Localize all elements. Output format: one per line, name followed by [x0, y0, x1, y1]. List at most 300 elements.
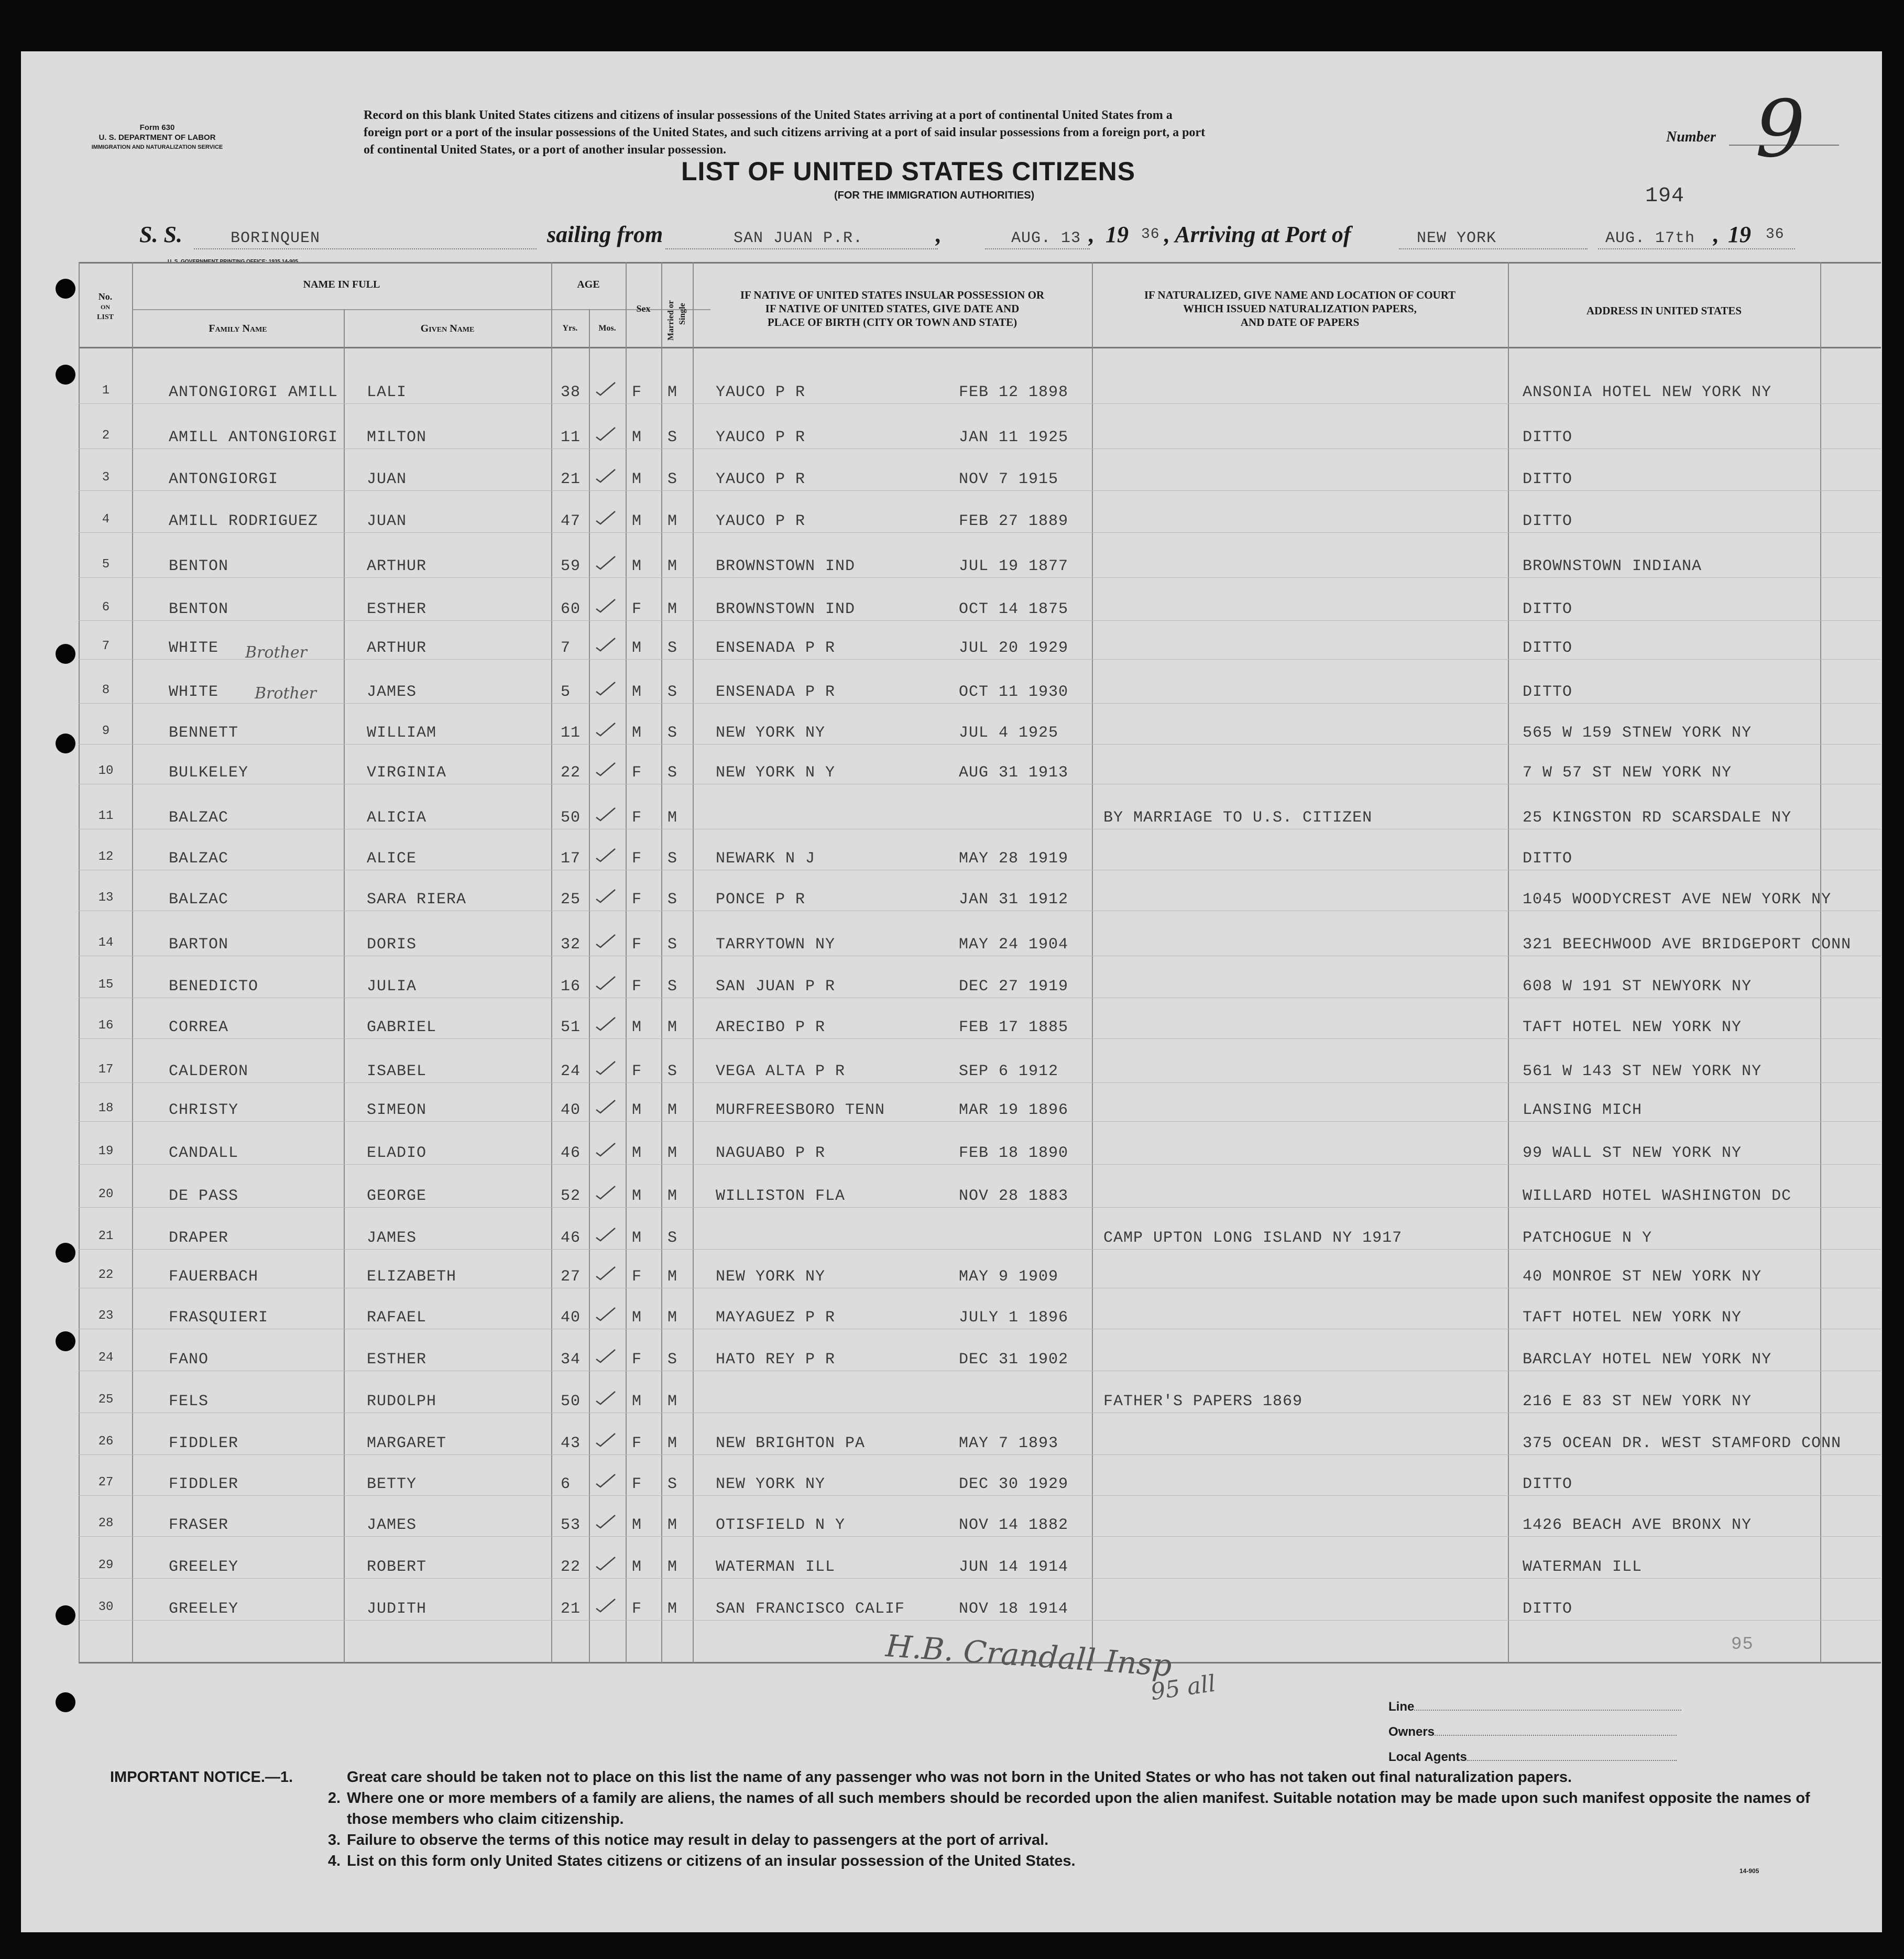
from-date-underline: [985, 248, 1090, 249]
cell-family: GREELEY: [169, 1558, 239, 1576]
cell-ms: M: [668, 1309, 678, 1327]
cell-no: 22: [98, 1268, 114, 1282]
check-mark-icon: [594, 1227, 617, 1243]
col-divider: [344, 309, 345, 1663]
cell-age: 7: [561, 639, 571, 657]
header-given-name: Given Name: [420, 323, 475, 334]
row-rule: [79, 659, 1881, 660]
notice-item: Where one or more members of a family are aliens, the names of all such members should be recorded upon the alien manifest. Suitable notation may be made upon such manifest opposite the names of those members who claim citizenship.: [347, 1790, 1810, 1827]
check-mark-icon: [594, 510, 617, 526]
cell-ms: M: [668, 809, 678, 827]
cell-addr: WILLARD HOTEL WASHINGTON DC: [1523, 1187, 1792, 1205]
header-mid-line: [132, 309, 710, 310]
cell-age: 6: [561, 1475, 571, 1493]
cell-age: 16: [561, 978, 581, 995]
notice-item: List on this form only United States citizens or citizens of an insular possession of the United States.: [347, 1853, 1076, 1869]
cell-no: 18: [98, 1101, 114, 1115]
cell-age: 22: [561, 1558, 581, 1576]
owners-label: Owners: [1388, 1725, 1677, 1739]
cell-sex: M: [632, 1101, 642, 1119]
form-subtitle: (FOR THE IMMIGRATION AUTHORITIES): [834, 190, 1035, 201]
cell-family: CORREA: [169, 1019, 229, 1036]
cell-sex: F: [632, 850, 642, 868]
cell-given: JULIA: [367, 978, 417, 995]
cell-addr: DITTO: [1523, 600, 1573, 618]
cell-place: ARECIBO P R: [716, 1019, 826, 1036]
cell-ms: S: [668, 1229, 678, 1247]
cell-addr: 375 OCEAN DR. WEST STAMFORD CONN: [1523, 1435, 1842, 1452]
col-divider: [661, 262, 662, 1663]
cell-place: NEW YORK NY: [716, 724, 826, 742]
check-mark-icon: [594, 1432, 617, 1448]
cell-no: 20: [98, 1187, 114, 1201]
cell-ms: M: [668, 1187, 678, 1205]
cell-date: SEP 6 1912: [959, 1063, 1059, 1080]
cell-date: NOV 28 1883: [959, 1187, 1069, 1205]
page-mark: 95: [1731, 1635, 1754, 1655]
cell-age: 24: [561, 1063, 581, 1080]
cell-family: BENTON: [169, 557, 229, 575]
cell-ms: S: [668, 764, 678, 782]
to-year-underline: [1729, 248, 1795, 249]
cell-no: 13: [98, 891, 114, 905]
cell-sex: M: [632, 1187, 642, 1205]
binder-hole: [56, 365, 75, 385]
cell-no: 4: [102, 512, 110, 527]
row-rule: [79, 1536, 1881, 1537]
cell-place: YAUCO P R: [716, 429, 806, 446]
cell-date: MAY 9 1909: [959, 1268, 1059, 1286]
cell-date: JUL 4 1925: [959, 724, 1059, 742]
brother-note: Brother: [245, 643, 307, 662]
cell-no: 29: [98, 1558, 114, 1572]
cell-age: 53: [561, 1516, 581, 1534]
cell-family: FRASQUIERI: [169, 1309, 269, 1327]
brother-note: Brother: [255, 684, 316, 703]
cell-family: CANDALL: [169, 1144, 239, 1162]
row-rule: [79, 448, 1881, 449]
cell-date: FEB 12 1898: [959, 384, 1069, 401]
row-rule: [79, 532, 1881, 533]
col-divider: [1092, 262, 1093, 1663]
cell-place: YAUCO P R: [716, 512, 806, 530]
check-mark-icon: [594, 681, 617, 697]
row-rule: [79, 1495, 1881, 1496]
cell-age: 52: [561, 1187, 581, 1205]
cell-ms: S: [668, 936, 678, 954]
cell-given: JAMES: [367, 683, 417, 701]
cell-sex: M: [632, 683, 642, 701]
cell-ms: M: [668, 1019, 678, 1036]
cell-age: 59: [561, 557, 581, 575]
check-mark-icon: [594, 722, 617, 738]
cell-family: FAUERBACH: [169, 1268, 259, 1286]
cell-addr: 1426 BEACH AVE BRONX NY: [1523, 1516, 1752, 1534]
binder-hole: [56, 734, 75, 753]
cell-nat: BY MARRIAGE TO U.S. CITIZEN: [1103, 809, 1373, 827]
cell-no: 23: [98, 1309, 114, 1323]
cell-family: ANTONGIORGI: [169, 470, 279, 488]
row-rule: [79, 744, 1881, 745]
cell-given: SIMEON: [367, 1101, 427, 1119]
cell-date: JUL 19 1877: [959, 557, 1069, 575]
cell-given: BETTY: [367, 1475, 417, 1493]
cell-date: NOV 18 1914: [959, 1600, 1069, 1618]
header-family-name: Family Name: [209, 323, 267, 334]
cell-date: DEC 30 1929: [959, 1475, 1069, 1493]
cell-date: MAY 7 1893: [959, 1435, 1059, 1452]
cell-no: 9: [102, 724, 110, 738]
cell-family: BENNETT: [169, 724, 239, 742]
notice-item-number: 3.: [327, 1832, 341, 1848]
cell-addr: PATCHOGUE N Y: [1523, 1229, 1653, 1247]
cell-sex: M: [632, 1229, 642, 1247]
cell-date: JAN 31 1912: [959, 891, 1069, 909]
cell-addr: DITTO: [1523, 429, 1573, 446]
cell-place: WATERMAN ILL: [716, 1558, 836, 1576]
number-value: 9: [1755, 84, 1805, 175]
cell-ms: M: [668, 1144, 678, 1162]
cell-ms: M: [668, 1393, 678, 1410]
cell-addr: 25 KINGSTON RD SCARSDALE NY: [1523, 809, 1792, 827]
col-divider: [79, 262, 80, 1663]
cell-given: SARA RIERA: [367, 891, 467, 909]
row-rule: [79, 1038, 1881, 1039]
cell-age: 46: [561, 1144, 581, 1162]
cell-given: JAMES: [367, 1229, 417, 1247]
from-port-underline: [665, 248, 938, 249]
binder-hole: [56, 644, 75, 664]
cell-date: NOV 14 1882: [959, 1516, 1069, 1534]
form-id-block: [73, 123, 241, 152]
cell-given: VIRGINIA: [367, 764, 447, 782]
cell-date: JAN 11 1925: [959, 429, 1069, 446]
cell-nat: FATHER'S PAPERS 1869: [1103, 1393, 1303, 1410]
cell-family: BALZAC: [169, 891, 229, 909]
cell-ms: S: [668, 1475, 678, 1493]
cell-ms: M: [668, 1516, 678, 1534]
cell-place: NEW YORK N Y: [716, 764, 836, 782]
cell-age: 11: [561, 429, 581, 446]
cell-sex: F: [632, 1268, 642, 1286]
to-port-underline: [1399, 248, 1588, 249]
row-rule: [79, 1620, 1881, 1621]
cell-age: 47: [561, 512, 581, 530]
check-mark-icon: [594, 1598, 617, 1614]
check-mark-icon: [594, 976, 617, 991]
cell-addr: ANSONIA HOTEL NEW YORK NY: [1523, 384, 1772, 401]
cell-no: 15: [98, 978, 114, 992]
cell-sex: M: [632, 1558, 642, 1576]
header-no: No. ON LIST: [97, 291, 114, 321]
cell-date: MAY 24 1904: [959, 936, 1069, 954]
cell-date: FEB 17 1885: [959, 1019, 1069, 1036]
cell-ms: S: [668, 891, 678, 909]
to-date: AUG. 17th: [1605, 229, 1695, 247]
cell-sex: M: [632, 639, 642, 657]
cell-sex: F: [632, 1475, 642, 1493]
cell-sex: F: [632, 1063, 642, 1080]
cell-no: 10: [98, 764, 114, 778]
cell-family: CHRISTY: [169, 1101, 239, 1119]
header-single: Single: [678, 303, 687, 325]
binder-hole: [56, 1243, 75, 1263]
cell-addr: DITTO: [1523, 850, 1573, 868]
cell-sex: M: [632, 1144, 642, 1162]
cell-ms: M: [668, 1268, 678, 1286]
cell-sex: F: [632, 1435, 642, 1452]
cell-date: OCT 11 1930: [959, 683, 1069, 701]
row-rule: [79, 1164, 1881, 1165]
cell-ms: M: [668, 1101, 678, 1119]
check-mark-icon: [594, 555, 617, 571]
cell-date: FEB 27 1889: [959, 512, 1069, 530]
cell-ms: S: [668, 1063, 678, 1080]
col-divider: [693, 262, 694, 1663]
header-married: Married or: [666, 300, 675, 341]
check-mark-icon: [594, 807, 617, 823]
cell-addr: TAFT HOTEL NEW YORK NY: [1523, 1309, 1742, 1327]
cell-sex: M: [632, 429, 642, 446]
cell-ms: S: [668, 683, 678, 701]
cell-date: NOV 7 1915: [959, 470, 1059, 488]
cell-family: FIDDLER: [169, 1435, 239, 1452]
cell-given: RAFAEL: [367, 1309, 427, 1327]
cell-addr: BROWNSTOWN INDIANA: [1523, 557, 1702, 575]
cell-family: BALZAC: [169, 850, 229, 868]
department-name: U. S. DEPARTMENT OF LABOR: [99, 133, 216, 142]
cell-family: FRASER: [169, 1516, 229, 1534]
cell-age: 25: [561, 891, 581, 909]
cell-ms: S: [668, 850, 678, 868]
cell-place: YAUCO P R: [716, 384, 806, 401]
header-yrs: Yrs.: [562, 324, 578, 333]
cell-age: 40: [561, 1101, 581, 1119]
header-native: IF NATIVE OF UNITED STATES INSULAR POSSESSION OR IF NATIVE OF UNITED STATES, GIVE DATE AND PLACE OF BIRTH (CITY OR TOWN AND STATE): [740, 289, 1045, 329]
comma: ,: [1089, 222, 1095, 247]
cell-date: AUG 31 1913: [959, 764, 1069, 782]
check-mark-icon: [594, 1349, 617, 1364]
number-label: Number: [1666, 129, 1716, 145]
to-year-prefix: 19: [1728, 222, 1751, 247]
cell-no: 3: [102, 470, 110, 485]
cell-addr: DITTO: [1523, 1600, 1573, 1618]
cell-given: ELADIO: [367, 1144, 427, 1162]
cell-age: 50: [561, 1393, 581, 1410]
check-mark-icon: [594, 934, 617, 949]
cell-family: FELS: [169, 1393, 209, 1410]
cell-sex: M: [632, 512, 642, 530]
preamble: [364, 107, 1205, 159]
cell-date: OCT 14 1875: [959, 600, 1069, 618]
header-age: AGE: [577, 279, 600, 290]
cell-addr: WATERMAN ILL: [1523, 1558, 1643, 1576]
cell-family: WHITE: [169, 683, 219, 701]
cell-sex: M: [632, 1309, 642, 1327]
from-year: 36: [1141, 226, 1160, 243]
cell-addr: DITTO: [1523, 683, 1573, 701]
cell-given: JUAN: [367, 512, 407, 530]
cell-ms: S: [668, 724, 678, 742]
cell-no: 27: [98, 1475, 114, 1490]
cell-no: 28: [98, 1516, 114, 1530]
ss-label: S. S.: [139, 222, 182, 247]
cell-family: BENTON: [169, 600, 229, 618]
cell-place: NEW YORK NY: [716, 1475, 826, 1493]
cell-given: DORIS: [367, 936, 417, 954]
cell-date: JUL 20 1929: [959, 639, 1069, 657]
cell-no: 21: [98, 1229, 114, 1243]
cell-ms: S: [668, 429, 678, 446]
check-mark-icon: [594, 1391, 617, 1406]
header-name-in-full: NAME IN FULL: [303, 279, 380, 290]
cell-family: CALDERON: [169, 1063, 249, 1080]
notice-item: Great care should be taken not to place on this list the name of any passenger who was not born in the United States or who has not taken out final naturalization papers.: [347, 1769, 1572, 1786]
cell-addr: 608 W 191 ST NEWYORK NY: [1523, 978, 1752, 995]
cell-sex: F: [632, 764, 642, 782]
check-mark-icon: [594, 426, 617, 442]
cell-family: AMILL ANTONGIORGI: [169, 429, 338, 446]
cell-addr: TAFT HOTEL NEW YORK NY: [1523, 1019, 1742, 1036]
row-rule: [79, 1121, 1881, 1122]
cell-ms: M: [668, 557, 678, 575]
cell-family: WHITE: [169, 639, 219, 657]
cell-age: 32: [561, 936, 581, 954]
important-notice: [110, 1767, 1850, 1872]
cell-place: YAUCO P R: [716, 470, 806, 488]
check-mark-icon: [594, 468, 617, 484]
cell-date: DEC 31 1902: [959, 1351, 1069, 1369]
cell-no: 1: [102, 384, 110, 398]
header-mos: Mos.: [598, 324, 616, 333]
cell-family: ANTONGIORGI AMILL: [169, 384, 338, 401]
col-divider: [626, 262, 627, 1663]
cell-addr: 565 W 159 STNEW YORK NY: [1523, 724, 1752, 742]
cell-sex: F: [632, 1600, 642, 1618]
col-divider: [132, 262, 133, 1663]
cell-ms: S: [668, 470, 678, 488]
ship-name: BORINQUEN: [231, 229, 321, 247]
cell-addr: DITTO: [1523, 470, 1573, 488]
cell-no: 26: [98, 1435, 114, 1449]
check-mark-icon: [594, 1060, 617, 1076]
cell-sex: M: [632, 724, 642, 742]
row-rule: [79, 577, 1881, 578]
cell-age: 43: [561, 1435, 581, 1452]
check-mark-icon: [594, 848, 617, 863]
cell-age: 22: [561, 764, 581, 782]
cell-place: NEWARK N J: [716, 850, 816, 868]
row-rule: [79, 703, 1881, 704]
cell-place: BROWNSTOWN IND: [716, 557, 856, 575]
cell-sex: M: [632, 1393, 642, 1410]
col-divider: [589, 309, 590, 1663]
cell-given: ISABEL: [367, 1063, 427, 1080]
cell-age: 46: [561, 1229, 581, 1247]
cell-date: MAR 19 1896: [959, 1101, 1069, 1119]
check-mark-icon: [594, 381, 617, 397]
check-mark-icon: [594, 637, 617, 653]
to-date-underline: [1598, 248, 1729, 249]
row-rule: [79, 1454, 1881, 1455]
cell-date: FEB 18 1890: [959, 1144, 1069, 1162]
preamble-line: Record on this blank United States citizens and citizens of insular possessions of the United States arriving at a port of continental United States from a: [364, 108, 1173, 122]
check-mark-icon: [594, 1142, 617, 1158]
cell-place: VEGA ALTA P R: [716, 1063, 846, 1080]
cell-date: DEC 27 1919: [959, 978, 1069, 995]
cell-age: 27: [561, 1268, 581, 1286]
sailing-label: sailing from: [547, 222, 663, 247]
cell-sex: F: [632, 891, 642, 909]
from-date: AUG. 13: [1011, 229, 1081, 247]
cell-date: JUN 14 1914: [959, 1558, 1069, 1576]
cell-place: WILLISTON FLA: [716, 1187, 846, 1205]
cell-no: 2: [102, 429, 110, 443]
cell-given: ARTHUR: [367, 639, 427, 657]
cell-ms: M: [668, 1558, 678, 1576]
cell-family: BARTON: [169, 936, 229, 954]
cell-no: 14: [98, 936, 114, 950]
row-rule: [79, 620, 1881, 621]
to-year: 36: [1766, 226, 1785, 243]
cell-place: TARRYTOWN NY: [716, 936, 836, 954]
cell-addr: 321 BEECHWOOD AVE BRIDGEPORT CONN: [1523, 936, 1852, 954]
cell-addr: 7 W 57 ST NEW YORK NY: [1523, 764, 1732, 782]
cell-family: BULKELEY: [169, 764, 249, 782]
table-top-border: [79, 262, 1881, 264]
cell-sex: F: [632, 978, 642, 995]
row-rule: [79, 1578, 1881, 1579]
cell-age: 40: [561, 1309, 581, 1327]
inspector-signature: H.B. Crandall Insp: [884, 1628, 1173, 1683]
cell-given: ALICIA: [367, 809, 427, 827]
cell-family: AMILL RODRIGUEZ: [169, 512, 319, 530]
cell-age: 21: [561, 1600, 581, 1618]
cell-no: 5: [102, 557, 110, 572]
row-rule: [79, 1207, 1881, 1208]
cell-given: ALICE: [367, 850, 417, 868]
cell-place: HATO REY P R: [716, 1351, 836, 1369]
check-mark-icon: [594, 1307, 617, 1322]
cell-given: JUAN: [367, 470, 407, 488]
cell-ms: S: [668, 639, 678, 657]
notice-item-number: 4.: [327, 1853, 341, 1869]
cell-place: PONCE P R: [716, 891, 806, 909]
cell-family: BENEDICTO: [169, 978, 259, 995]
cell-age: 34: [561, 1351, 581, 1369]
col-divider: [1820, 262, 1821, 1663]
cell-place: NAGUABO P R: [716, 1144, 826, 1162]
cell-addr: LANSING MICH: [1523, 1101, 1643, 1119]
cell-no: 17: [98, 1063, 114, 1077]
cell-nat: CAMP UPTON LONG ISLAND NY 1917: [1103, 1229, 1403, 1247]
cell-place: BROWNSTOWN IND: [716, 600, 856, 618]
cell-given: ARTHUR: [367, 557, 427, 575]
cell-no: 11: [98, 809, 114, 823]
cell-age: 17: [561, 850, 581, 868]
cell-no: 19: [98, 1144, 114, 1158]
cell-addr: DITTO: [1523, 1475, 1573, 1493]
cell-addr: 216 E 83 ST NEW YORK NY: [1523, 1393, 1752, 1410]
cell-place: SAN FRANCISCO CALIF: [716, 1600, 905, 1618]
number-field: [1666, 129, 1716, 146]
cell-ms: S: [668, 978, 678, 995]
from-year-prefix: 19: [1106, 222, 1129, 247]
row-rule: [79, 1249, 1881, 1250]
cell-given: GEORGE: [367, 1187, 427, 1205]
cell-sex: M: [632, 557, 642, 575]
cell-given: MARGARET: [367, 1435, 447, 1452]
